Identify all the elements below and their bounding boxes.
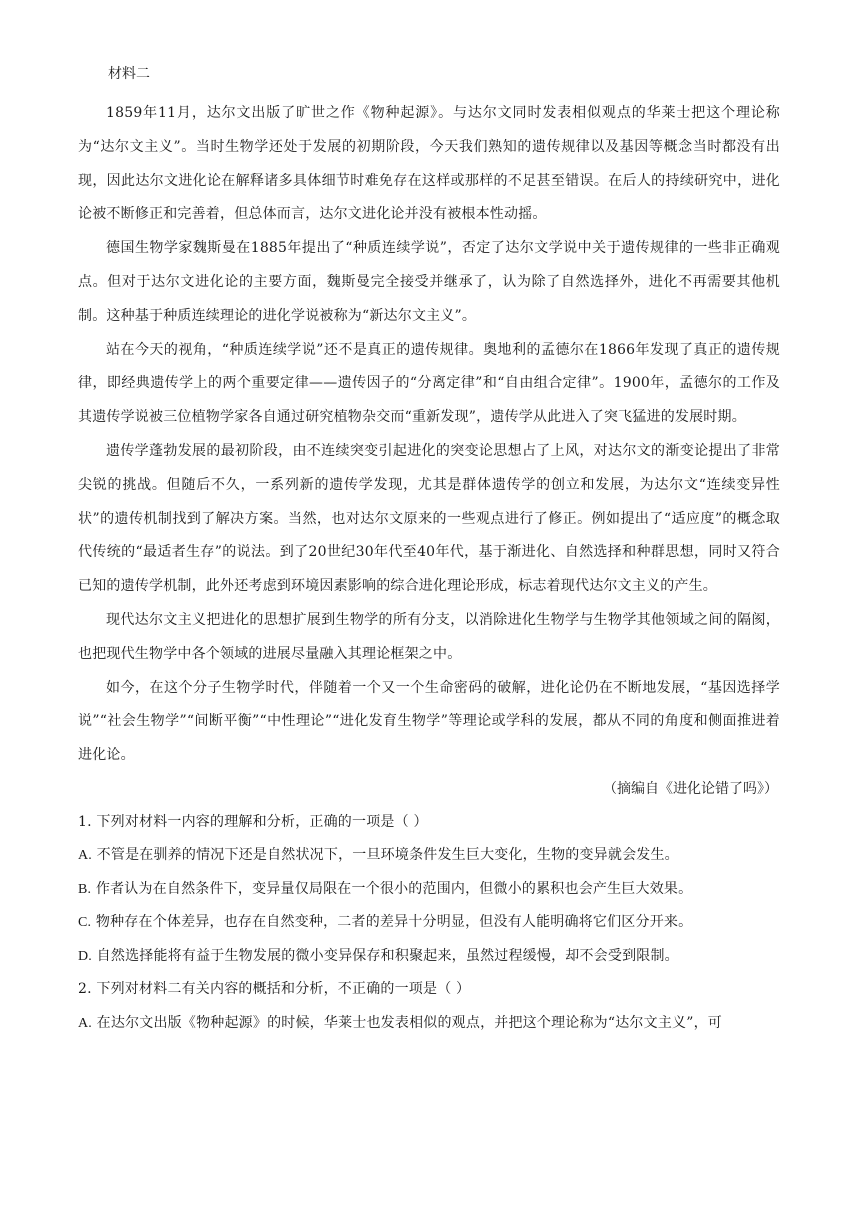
paragraph-6: 如今，在这个分子生物学时代，伴随着一个又一个生命密码的破解，进化论仍在不断地发展，“基因选择学说”“社会生物学”“间断平衡”“中性理论”“进化发育生物学”等理论或学科的发展，都从不同的角度和侧面推进着进化论。 bbox=[78, 679, 780, 764]
document-page bbox=[78, 64, 780, 1040]
option-text: 作者认为在自然条件下，变异量仅局限在一个很小的范围内，但微小的累积也会产生巨大效果。 bbox=[95, 880, 693, 897]
paragraph-3: 站在今天的视角，“种质连续学说”还不是真正的遗传规律。奥地利的孟德尔在1866年发现了真正的遗传规律，即经典遗传学上的两个重要定律——遗传因子的“分离定律”和“自由组合定律”。1900年，孟德尔的工作及其遗传学说被三位植物学家各自通过研究植物杂交而“重新发现”，遗传学从此进入了突飞猛进的发展时期。 bbox=[78, 341, 780, 426]
question-stem: 1. 下列对材料一内容的理解和分析，正确的一项是（ ） bbox=[78, 813, 428, 830]
question-1 bbox=[78, 806, 780, 974]
paragraph-5: 现代达尔文主义把进化的思想扩展到生物学的所有分支，以消除进化生物学与生物学其他领域之间的隔阂，也把现代生物学中各个领域的进展尽量融入其理论框架之中。 bbox=[78, 611, 780, 662]
option-label: A. bbox=[78, 848, 93, 864]
option-c[interactable] bbox=[78, 906, 780, 940]
paragraph-1: 1859年11月，达尔文出版了旷世之作《物种起源》。与达尔文同时发表相似观点的华莱士把这个理论称为“达尔文主义”。当时生物学还处于发展的初期阶段，今天我们熟知的遗传规律以及基因等概念当时都没有出现，因此达尔文进化论在解释诸多具体细节时难免存在这样或那样的不足甚至错误。在后人的持续研究中，进化论被不断修正和完善着，但总体而言，达尔文进化论并没有被根本性动摇。 bbox=[78, 105, 780, 223]
question-stem: 2. 下列对材料二有关内容的概括和分析，不正确的一项是（ ） bbox=[78, 981, 471, 998]
option-text: 在达尔文出版《物种起源》的时候，华莱士也发表相似的观点，并把这个理论称为“达尔文主义”，可 bbox=[96, 1014, 722, 1031]
paragraph-2: 德国生物学家魏斯曼在1885年提出了“种质连续学说”，否定了达尔文学说中关于遗传规律的一些非正确观点。但对于达尔文进化论的主要方面，魏斯曼完全接受并继承了，认为除了自然选择外，进化不再需要其他机制。这种基于种质连续理论的进化学说被称为“新达尔文主义”。 bbox=[78, 240, 780, 324]
option-label: C. bbox=[78, 915, 92, 931]
option-label: B. bbox=[78, 881, 92, 897]
option-a[interactable] bbox=[78, 839, 780, 873]
option-b[interactable] bbox=[78, 873, 780, 907]
option-text: 不管是在驯养的情况下还是自然状况下，一旦环境条件发生巨大变化，生物的变异就会发生。 bbox=[96, 847, 679, 864]
material-heading: 材料二 bbox=[108, 66, 150, 82]
option-a[interactable] bbox=[78, 1007, 780, 1041]
option-text: 自然选择能将有益于生物发展的微小变异保存和积聚起来，虽然过程缓慢，却不会受到限制。 bbox=[96, 947, 679, 964]
option-label: A. bbox=[78, 1015, 93, 1031]
option-label: D. bbox=[78, 948, 93, 964]
option-text: 物种存在个体差异，也存在自然变种，二者的差异十分明显，但没有人能明确将它们区分开来。 bbox=[95, 914, 693, 931]
question-2 bbox=[78, 973, 780, 1040]
source-citation: （摘编自《进化论错了吗》） bbox=[603, 780, 778, 797]
option-d[interactable] bbox=[78, 940, 780, 974]
paragraph-4: 遗传学蓬勃发展的最初阶段，由不连续突变引起进化的突变论思想占了上风，对达尔文的渐变论提出了非常尖锐的挑战。但随后不久，一系列新的遗传学发现，尤其是群体遗传学的创立和发展，为达尔文“连续变异性状”的遗传机制找到了解决方案。当然，也对达尔文原来的一些观点进行了修正。例如提出了“适应度”的概念取代传统的“最适者生存”的说法。到了20世纪30年代至40年代，基于渐进化、自然选择和种群思想，同时又符合已知的遗传学机制，此外还考虑到环境因素影响的综合进化理论形成，标志着现代达尔文主义的产生。 bbox=[78, 442, 780, 595]
